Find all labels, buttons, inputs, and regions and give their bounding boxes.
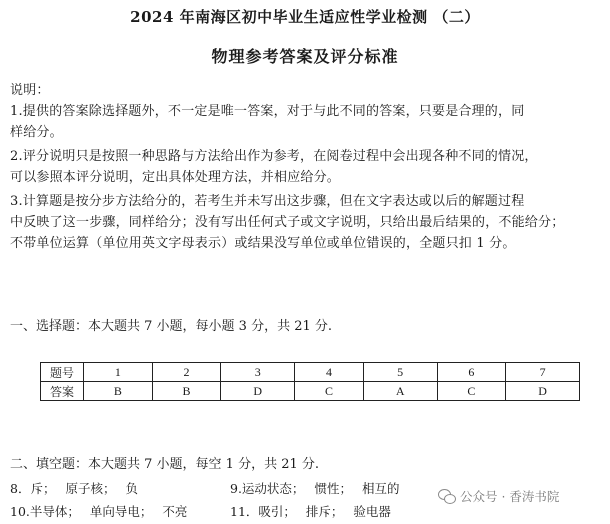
answer-cell: D (221, 382, 295, 401)
instruction-line: 3.计算题是按分步方法给分的，若考生并未写出这步骤，但在文字表达或以后的解题过程 (10, 194, 525, 209)
instruction-line: 不带单位运算（单位用英文字母表示）或结果没写单位或单位错误的，全题只扣 1 分。 (10, 236, 516, 251)
wechat-watermark (438, 487, 559, 505)
section-fill-in-heading: 二、填空题：本大题共 7 小题，每空 1 分，共 21 分. (10, 457, 320, 472)
answer-part: 不亮 (162, 504, 188, 519)
fill-answer-q10 (10, 502, 187, 520)
answer-part: 负 (125, 481, 138, 496)
question-number-row (41, 363, 580, 382)
answer-row (41, 382, 580, 401)
answer-table (40, 362, 580, 401)
fill-answer-q9 (230, 479, 399, 497)
answer-part: 10.半导体； (10, 504, 80, 519)
question-number: 2 (152, 363, 221, 382)
instruction-line: 2.评分说明只是按照一种思路与方法给出作为参考，在阅卷过程中会出现各种不同的情况， (10, 149, 538, 164)
question-number: 3 (221, 363, 295, 382)
instruction-line: 样给分。 (10, 125, 63, 140)
answer-part: 8．斥； (10, 481, 56, 496)
row-label: 答案 (41, 382, 84, 401)
fill-answer-q11 (230, 502, 391, 520)
answer-cell: D (506, 382, 580, 401)
instruction-line: 1.提供的答案除选择题外，不一定是唯一答案，对于与此不同的答案，只要是合理的，同 (10, 104, 525, 119)
answer-part: 单向导电； (89, 504, 153, 519)
answer-part: 9.运动状态； (230, 481, 305, 496)
watermark-text: 公众号 · 香涛书院 (460, 489, 560, 504)
question-number: 5 (363, 363, 437, 382)
instructions-heading: 说明： (10, 83, 50, 98)
answer-cell: C (437, 382, 506, 401)
answer-part: 原子核； (65, 481, 116, 496)
instructions-block (10, 80, 606, 254)
question-number: 4 (295, 363, 364, 382)
question-number: 7 (506, 363, 580, 382)
instruction-line: 可以参照本评分说明，定出具体处理方法，并相应给分。 (10, 170, 341, 185)
section-multiple-choice-heading: 一、选择题：本大题共 7 小题，每小题 3 分，共 21 分. (10, 319, 333, 334)
answer-cell: B (152, 382, 221, 401)
instruction-line: 中反映了这一步骤，同样给分；没有写出任何式子或文字说明，只给出最后结果的，不能给分； (10, 215, 565, 230)
question-number: 6 (437, 363, 506, 382)
exam-title: 2024 年南海区初中毕业生适应性学业检测 （二） (130, 8, 480, 26)
answer-part: 11．吸引； (230, 504, 296, 519)
answer-cell: A (363, 382, 437, 401)
question-number: 1 (84, 363, 153, 382)
answer-part: 验电器 (353, 504, 391, 519)
wechat-icon (438, 489, 456, 504)
answer-cell: C (295, 382, 364, 401)
answer-part: 惯性； (314, 481, 352, 496)
fill-answer-q8 (10, 479, 138, 497)
row-label: 题号 (41, 363, 84, 382)
answer-cell: B (84, 382, 153, 401)
answer-part: 相互的 (361, 481, 400, 496)
answer-part: 排斥； (305, 504, 344, 519)
answer-key-subtitle: 物理参考答案及评分标准 (211, 47, 399, 66)
